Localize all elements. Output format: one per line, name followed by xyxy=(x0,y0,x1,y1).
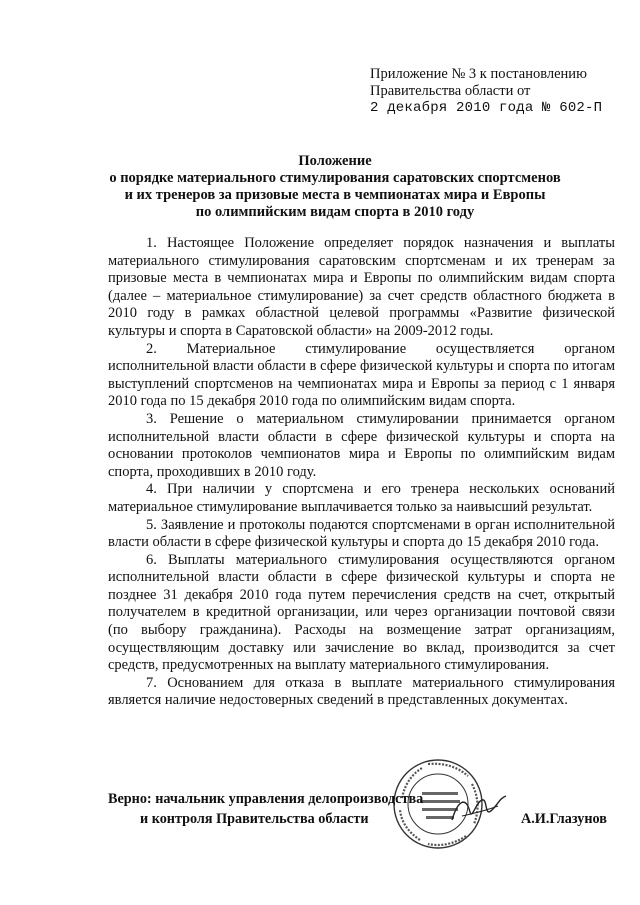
title-line-1: Положение xyxy=(298,153,372,169)
paragraph-7: 7. Основанием для отказа в выплате материального стимулирования является наличие недостоверных сведений в представленных документах. xyxy=(108,674,615,709)
document-body xyxy=(108,235,615,710)
appendix-header xyxy=(370,66,632,117)
paragraph-2: 2. Материальное стимулирование осуществляется органом исполнительной власти области в сфере физической культуры и спорта по итогам выступлений спортсменов на чемпионатах мира и Европы за период с 1 января 2010 года по 15 декабря 2010 года по олимпийским видам спорта. xyxy=(108,340,615,410)
title-line-3: и их тренеров за призовые места в чемпионатах мира и Европы xyxy=(124,187,546,203)
appendix-line-1: Приложение № 3 к постановлению xyxy=(370,66,587,82)
signature-block xyxy=(108,790,628,840)
paragraph-4: 4. При наличии у спортсмена и его тренера нескольких оснований материальное стимулирование выплачивается только за наивысший результат. xyxy=(108,481,615,515)
document-title xyxy=(70,153,600,221)
signatory-position-line-1: Верно: начальник управления делопроизводства xyxy=(108,791,424,807)
paragraph-6: 6. Выплаты материального стимулирования осуществляются органом исполнительной власти области в сфере физической культуры и спорта не позднее 31 декабря 2010 года путем перечисления средств на счет, открытый получателем в кредитной организации, или через организации почтовой связи (по выбору гражданина). Расходы на возмещение затрат организациям, осуществляющим доставку или зачисление во вклад, производится за счет средств, предусмотренных на выплату материального стимулирования. xyxy=(108,551,615,674)
paragraph-5: 5. Заявление и протоколы подаются спортсменами в орган исполнительной власти области в сфере физической культуры и спорта до 15 декабря 2010 года. xyxy=(108,516,615,551)
signatory-position-line-2: и контроля Правительства области xyxy=(140,811,369,827)
title-line-2: о порядке материального стимулирования саратовских спортсменов xyxy=(109,170,561,186)
title-line-4: по олимпийским видам спорта в 2010 году xyxy=(195,204,475,220)
appendix-line-2: Правительства области от xyxy=(370,83,531,99)
paragraph-1: 1. Настоящее Положение определяет порядок назначения и выплаты материального стимулирования саратовским спортсменам и их тренерам за призовые места в чемпионатах мира и Европы по олимпийским видам спорта (далее – материальное стимулирование) за счет средств областного бюджета в 2010 году в рамках областной целевой программы «Развитие физической культуры и спорта в Саратовской области» на 2009-2012 годы. xyxy=(108,235,615,339)
paragraph-3: 3. Решение о материальном стимулировании принимается органом исполнительной власти области в сфере физической культуры и спорта на основании протоколов чемпионатов мира и Европы по олимпийским видам спорта, проходивших в 2010 году. xyxy=(108,410,615,480)
signatory-name: А.И.Глазунов xyxy=(521,811,607,827)
appendix-date-number: 2 декабря 2010 года № 602-П xyxy=(370,100,603,116)
